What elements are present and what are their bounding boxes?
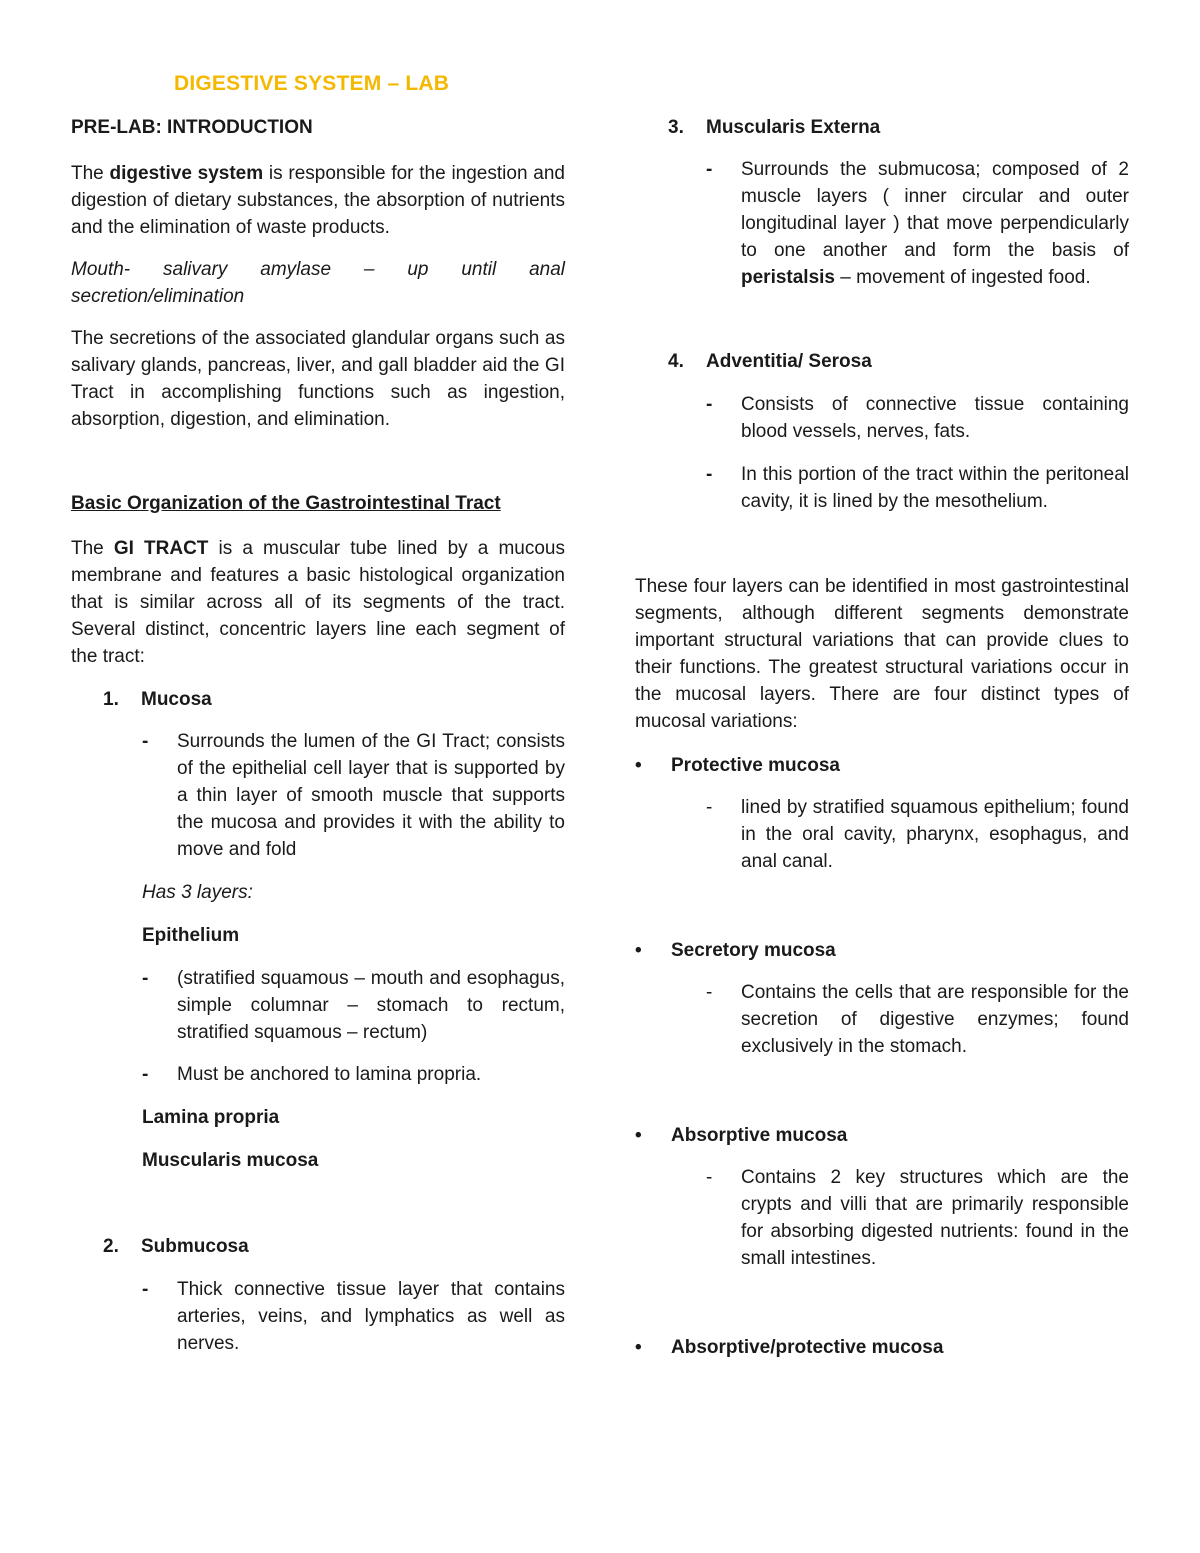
dash-marker: - xyxy=(706,464,713,485)
gi-tract-bold-term: GI TRACT xyxy=(113,538,209,559)
has-layers-note: Has 3 layers: xyxy=(142,882,253,903)
bullet-marker: • xyxy=(635,755,642,776)
secretory-mucosa-description: - Contains the cells that are responsible for the secretion of digestive enzymes; found exclusively in the stomach. xyxy=(706,979,1129,1060)
layer-label-muscularis-externa: Muscularis Externa xyxy=(706,117,881,138)
bullet-marker: • xyxy=(635,1125,642,1146)
protective-mucosa-description: - lined by stratified squamous epithelium; found in the oral cavity, pharynx, esophagus, and anal canal. xyxy=(706,794,1129,875)
layer-item-muscularis-externa: 3. Muscularis Externa xyxy=(668,114,1129,141)
layer-label-submucosa: Submucosa xyxy=(141,1236,249,1257)
dash-marker: - xyxy=(706,159,713,180)
mucosa-description: - Surrounds the lumen of the GI Tract; consists of the epithelial cell layer that is supported by a thin layer of smooth muscle that supports the mucosa and provides it with the ability to move and fold xyxy=(142,728,565,863)
bullet-marker: • xyxy=(635,940,642,961)
prelab-heading: PRE-LAB: INTRODUCTION xyxy=(71,117,313,138)
dash-marker: - xyxy=(706,1167,713,1188)
dash-marker: - xyxy=(142,968,149,989)
mucosa-type-secretory xyxy=(635,937,1129,964)
layer-item-submucosa: 2. Submucosa xyxy=(103,1233,565,1260)
intro-bold-term: digestive system xyxy=(109,163,264,184)
mucosa-type-absorptive xyxy=(635,1122,1129,1149)
dash-marker: - xyxy=(706,797,713,818)
muscularis-mucosa-label: Muscularis mucosa xyxy=(142,1150,319,1171)
mucosa-type-label: Absorptive mucosa xyxy=(671,1125,848,1146)
adventitia-description-1: - Consists of connective tissue containing blood vessels, nerves, fats. xyxy=(706,391,1129,445)
layer-label-adventitia: Adventitia/ Serosa xyxy=(706,351,872,372)
adventitia-description-2: - In this portion of the tract within the peritoneal cavity, it is lined by the mesothelium. xyxy=(706,461,1129,515)
bullet-marker: • xyxy=(635,1337,642,1358)
lamina-propria-label: Lamina propria xyxy=(142,1107,280,1128)
secretions-paragraph: The secretions of the associated glandular organs such as salivary glands, pancreas, liver, and gall bladder aid the GI Tract in accomplishing functions such as ingestion, absorption, digestion, and elimination. xyxy=(71,328,565,430)
layer-item-adventitia: 4. Adventitia/ Serosa xyxy=(668,348,1129,375)
layer-label-mucosa: Mucosa xyxy=(141,689,212,710)
epithelium-label: Epithelium xyxy=(142,925,240,946)
dash-marker: - xyxy=(142,731,149,752)
mucosa-type-label: Secretory mucosa xyxy=(671,940,836,961)
dash-marker: - xyxy=(142,1064,149,1085)
mucosa-type-protective xyxy=(635,752,1129,779)
muscularis-externa-description: - Surrounds the submucosa; composed of 2 muscle layers ( inner circular and outer longitudinal layer ) that move perpendicularly to one another and form the basis of peristalsis – movement of ingested food. xyxy=(706,156,1129,291)
mucosa-type-label: Protective mucosa xyxy=(671,755,840,776)
mouth-note: Mouth- salivary amylase – up until anal secretion/elimination xyxy=(71,259,565,307)
intro-paragraph: The digestive system is responsible for the ingestion and digestion of dietary substances, the absorption of nutrients and the elimination of waste products. xyxy=(71,163,565,238)
epithelium-description: - (stratified squamous – mouth and esophagus, simple columnar – stomach to rectum, stratified squamous – rectum) xyxy=(142,965,565,1046)
epithelium-anchor-note: - Must be anchored to lamina propria. xyxy=(142,1061,565,1088)
layer-item-mucosa: 1. Mucosa xyxy=(103,686,565,713)
dash-marker: - xyxy=(706,394,713,415)
document-title: DIGESTIVE SYSTEM – LAB xyxy=(174,72,450,95)
left-column xyxy=(71,114,565,1357)
absorptive-mucosa-description: - Contains 2 key structures which are the crypts and villi that are primarily responsible for absorbing digested nutrients: found in the small intestines. xyxy=(706,1164,1129,1272)
four-layers-paragraph: These four layers can be identified in most gastrointestinal segments, although different segments demonstrate important structural variations that can provide clues to their functions. The greatest structural variations occur in the mucosal layers. There are four distinct types of mucosal variations: xyxy=(635,576,1129,732)
submucosa-description: - Thick connective tissue layer that contains arteries, veins, and lymphatics as well as nerves. xyxy=(142,1276,565,1357)
gi-tract-paragraph: The GI TRACT is a muscular tube lined by a mucous membrane and features a basic histological organization that is similar across all of its segments of the tract. Several distinct, concentric layers line each segment of the tract: xyxy=(71,538,565,667)
dash-marker: - xyxy=(706,982,713,1003)
mucosa-type-label: Absorptive/protective mucosa xyxy=(671,1337,944,1358)
right-column xyxy=(635,114,1129,1361)
basic-organization-heading: Basic Organization of the Gastrointestinal Tract xyxy=(71,493,501,514)
dash-marker: - xyxy=(142,1279,149,1300)
mucosa-type-absorptive-protective xyxy=(635,1334,1129,1361)
peristalsis-term: peristalsis xyxy=(741,267,835,288)
